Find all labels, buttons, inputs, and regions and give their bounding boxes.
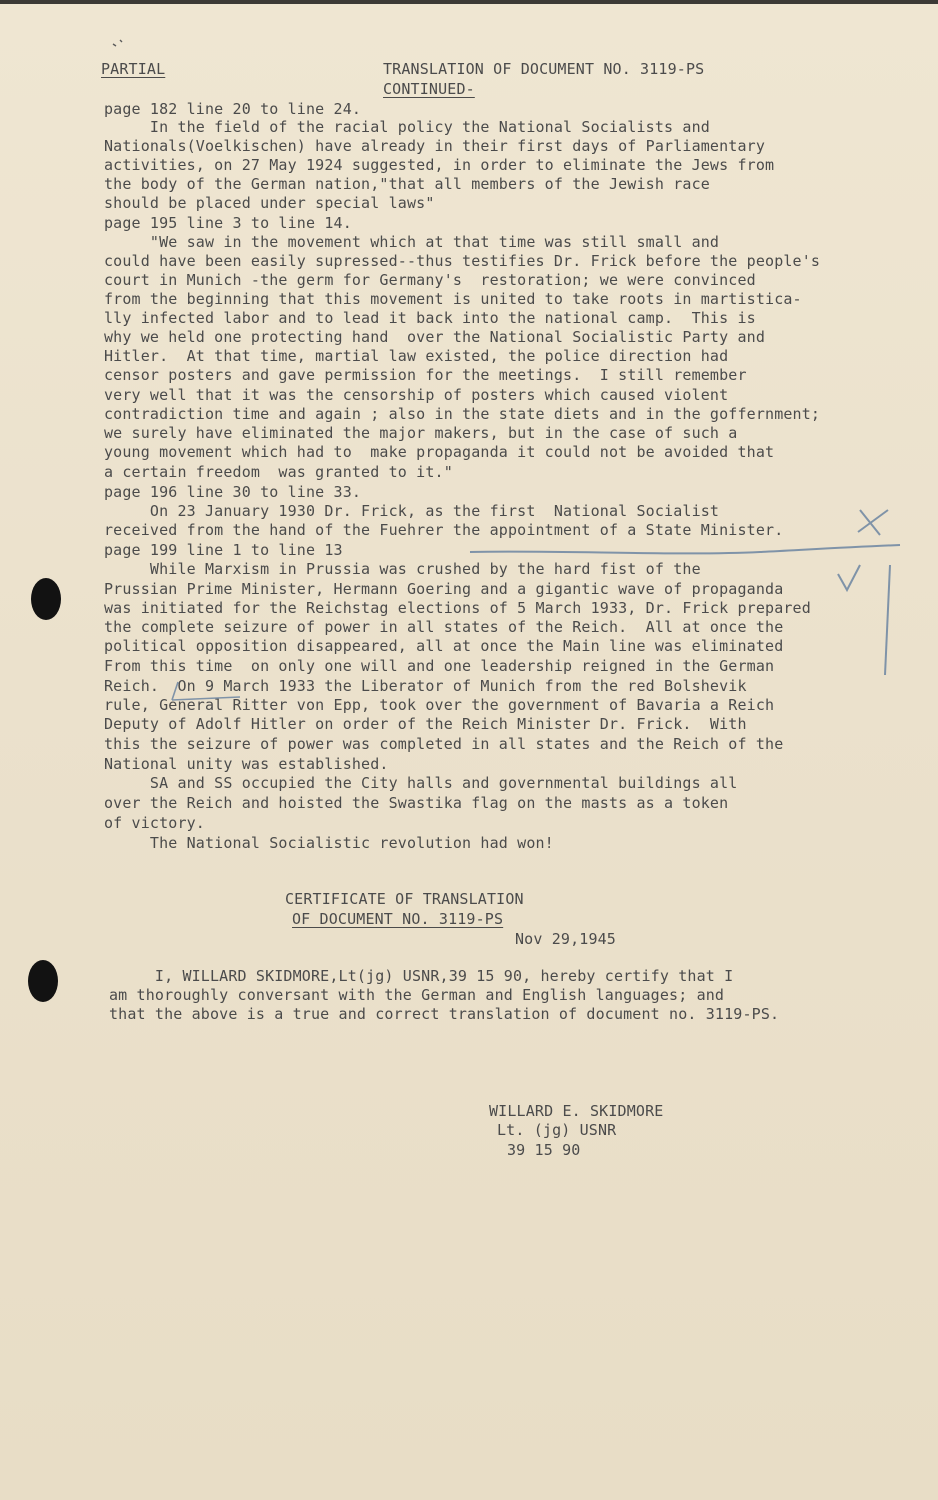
body-line: should be placed under special laws" (104, 194, 435, 212)
body-line: Nationals(Voelkischen) have already in their first days of Parliamentary (104, 137, 766, 155)
header-title: TRANSLATION OF DOCUMENT NO. 3119-PS (383, 60, 705, 78)
body-line: page 199 line 1 to line 13 (104, 541, 343, 559)
certificate-date: Nov 29,1945 (515, 930, 616, 948)
signature-rank: Lt. (jg) USNR (497, 1121, 617, 1139)
punch-hole-lower (28, 960, 58, 1002)
body-line: activities, on 27 May 1924 suggested, in order to eliminate the Jews from (104, 156, 775, 174)
body-line: page 182 line 20 to line 24. (104, 100, 362, 118)
body-line: page 195 line 3 to line 14. (104, 214, 352, 232)
body-line: Deputy of Adolf Hitler on order of the Reich Minister Dr. Frick. With (104, 715, 747, 733)
body-line: Reich. On 9 March 1933 the Liberator of Munich from the red Bolshevik (104, 677, 747, 695)
signature-number: 39 15 90 (507, 1141, 581, 1159)
body-line: Prussian Prime Minister, Hermann Goering and a gigantic wave of propaganda (104, 580, 784, 598)
body-line: Hitler. At that time, martial law existed, the police direction had (104, 347, 729, 365)
body-line: received from the hand of the Fuehrer the appointment of a State Minister. (104, 521, 784, 539)
body-line: this the seizure of power was completed in all states and the Reich of the (104, 735, 784, 753)
certificate-title: CERTIFICATE OF TRANSLATION (285, 890, 524, 908)
body-line: very well that it was the censorship of posters which caused violent (104, 386, 729, 404)
certificate-text-line: am thoroughly conversant with the German and English languages; and (109, 986, 725, 1004)
body-line: a certain freedom was granted to it." (104, 463, 453, 481)
body-line: SA and SS occupied the City halls and governmental buildings all (104, 774, 738, 792)
body-line: court in Munich -the germ for Germany's restoration; we were convinced (104, 271, 756, 289)
body-line: On 23 January 1930 Dr. Frick, as the first National Socialist (104, 502, 720, 520)
body-line: from the beginning that this movement is united to take roots in martistica- (104, 290, 802, 308)
body-line: political opposition disappeared, all at once the Main line was eliminated (104, 637, 784, 655)
top-edge-shadow (0, 0, 938, 4)
body-line: we surely have eliminated the major makers, but in the case of such a (104, 424, 738, 442)
certificate-text-line: that the above is a true and correct translation of document no. 3119-PS. (109, 1005, 780, 1023)
body-line: National unity was established. (104, 755, 389, 773)
header-continued: CONTINUED- (383, 80, 475, 98)
body-line: rule, General Ritter von Epp, took over the government of Bavaria a Reich (104, 696, 775, 714)
body-line: contradiction time and again ; also in the state diets and in the goffernment; (104, 405, 821, 423)
body-line: page 196 line 30 to line 33. (104, 483, 362, 501)
body-line: the body of the German nation,"that all members of the Jewish race (104, 175, 710, 193)
certificate-document-number: OF DOCUMENT NO. 3119-PS (292, 910, 504, 928)
body-line: could have been easily supressed--thus testifies Dr. Frick before the people's (104, 252, 821, 270)
body-line: While Marxism in Prussia was crushed by the hard fist of the (104, 560, 701, 578)
body-line: was initiated for the Reichstag elections of 5 March 1933, Dr. Frick prepared (104, 599, 811, 617)
body-line: of victory. (104, 814, 205, 832)
header-partial: PARTIAL (101, 60, 166, 78)
body-line: "We saw in the movement which at that time was still small and (104, 233, 720, 251)
punch-hole-upper (31, 578, 61, 620)
signature-name: WILLARD E. SKIDMORE (489, 1102, 664, 1120)
body-line: censor posters and gave permission for the meetings. I still remember (104, 366, 747, 384)
body-line: In the field of the racial policy the National Socialists and (104, 118, 710, 136)
body-line: The National Socialistic revolution had won! (104, 834, 554, 852)
body-line: young movement which had to make propaganda it could not be avoided that (104, 443, 775, 461)
body-line: lly infected labor and to lead it back into the national camp. This is (104, 309, 756, 327)
body-line: From this time on only one will and one leadership reigned in the German (104, 657, 775, 675)
body-line: the complete seizure of power in all states of the Reich. All at once the (104, 618, 784, 636)
body-line: why we held one protecting hand over the National Socialistic Party and (104, 328, 766, 346)
certificate-text-line: I, WILLARD SKIDMORE,Lt(jg) USNR,39 15 90, hereby certify that I (109, 967, 734, 985)
body-line: over the Reich and hoisted the Swastika flag on the masts as a token (104, 794, 729, 812)
